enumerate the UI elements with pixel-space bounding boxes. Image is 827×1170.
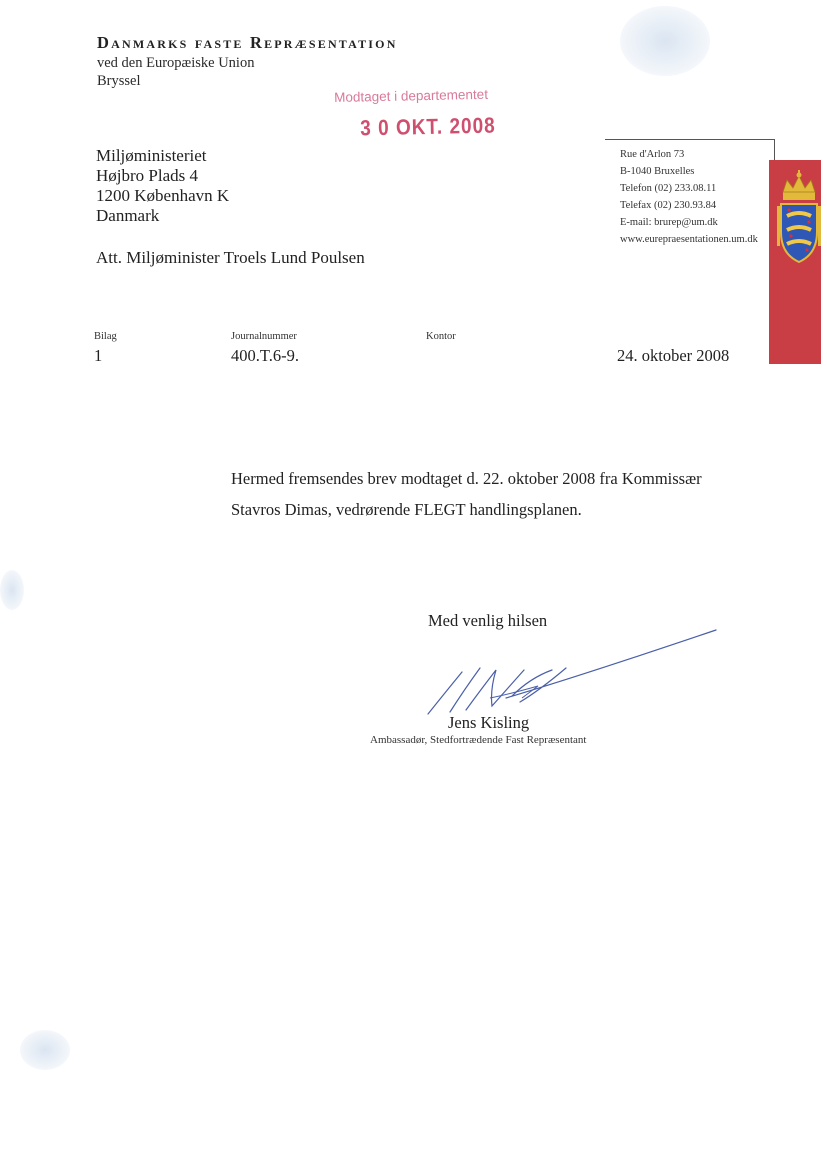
letter-date: 24. oktober 2008	[617, 346, 730, 365]
kontor-label: Kontor	[426, 331, 456, 342]
recipient-line-3: 1200 København K	[96, 186, 230, 205]
contact-website: www.eurepraesentationen.um.dk	[620, 234, 758, 245]
contact-fax: Telefax (02) 230.93.84	[620, 200, 717, 211]
recipient-line-2: Højbro Plads 4	[96, 166, 198, 185]
scan-smudge	[20, 1030, 70, 1070]
bilag-label: Bilag	[94, 331, 117, 342]
contact-street: Rue d'Arlon 73	[620, 149, 685, 160]
closing-greeting: Med venlig hilsen	[428, 611, 548, 630]
contact-email: E-mail: brurep@um.dk	[620, 217, 718, 228]
scan-smudge	[0, 570, 24, 610]
sender-city: Bryssel	[97, 73, 141, 89]
bilag-value: 1	[94, 346, 103, 365]
received-stamp-date: 3 0 OKT. 2008	[360, 114, 497, 142]
recipient-line-4: Danmark	[96, 206, 160, 225]
journal-value: 400.T.6-9.	[231, 346, 299, 365]
sender-name: Danmarks faste Repræsentation	[97, 33, 398, 52]
contact-phone: Telefon (02) 233.08.11	[620, 183, 717, 194]
scan-smudge	[620, 6, 710, 76]
body-line-1: Hermed fremsendes brev modtaget d. 22. oktober 2008 fra Kommissær	[231, 469, 702, 488]
signatory-name: Jens Kisling	[448, 713, 530, 732]
received-stamp-label: Modtaget i departementet	[334, 86, 489, 105]
sender-subtitle: ved den Europæiske Union	[97, 55, 255, 71]
contact-city: B-1040 Bruxelles	[620, 166, 695, 177]
coat-of-arms-icon	[777, 170, 821, 270]
journal-label: Journalnummer	[231, 331, 297, 342]
body-line-2: Stavros Dimas, vedrørende FLEGT handlingsplanen.	[231, 500, 582, 519]
recipient-attention: Att. Miljøminister Troels Lund Poulsen	[96, 248, 365, 267]
signatory-title: Ambassadør, Stedfortrædende Fast Repræsentant	[370, 734, 587, 746]
handwritten-signature	[420, 628, 720, 718]
recipient-line-1: Miljøministeriet	[96, 146, 207, 165]
contact-box-top-rule	[605, 139, 775, 140]
